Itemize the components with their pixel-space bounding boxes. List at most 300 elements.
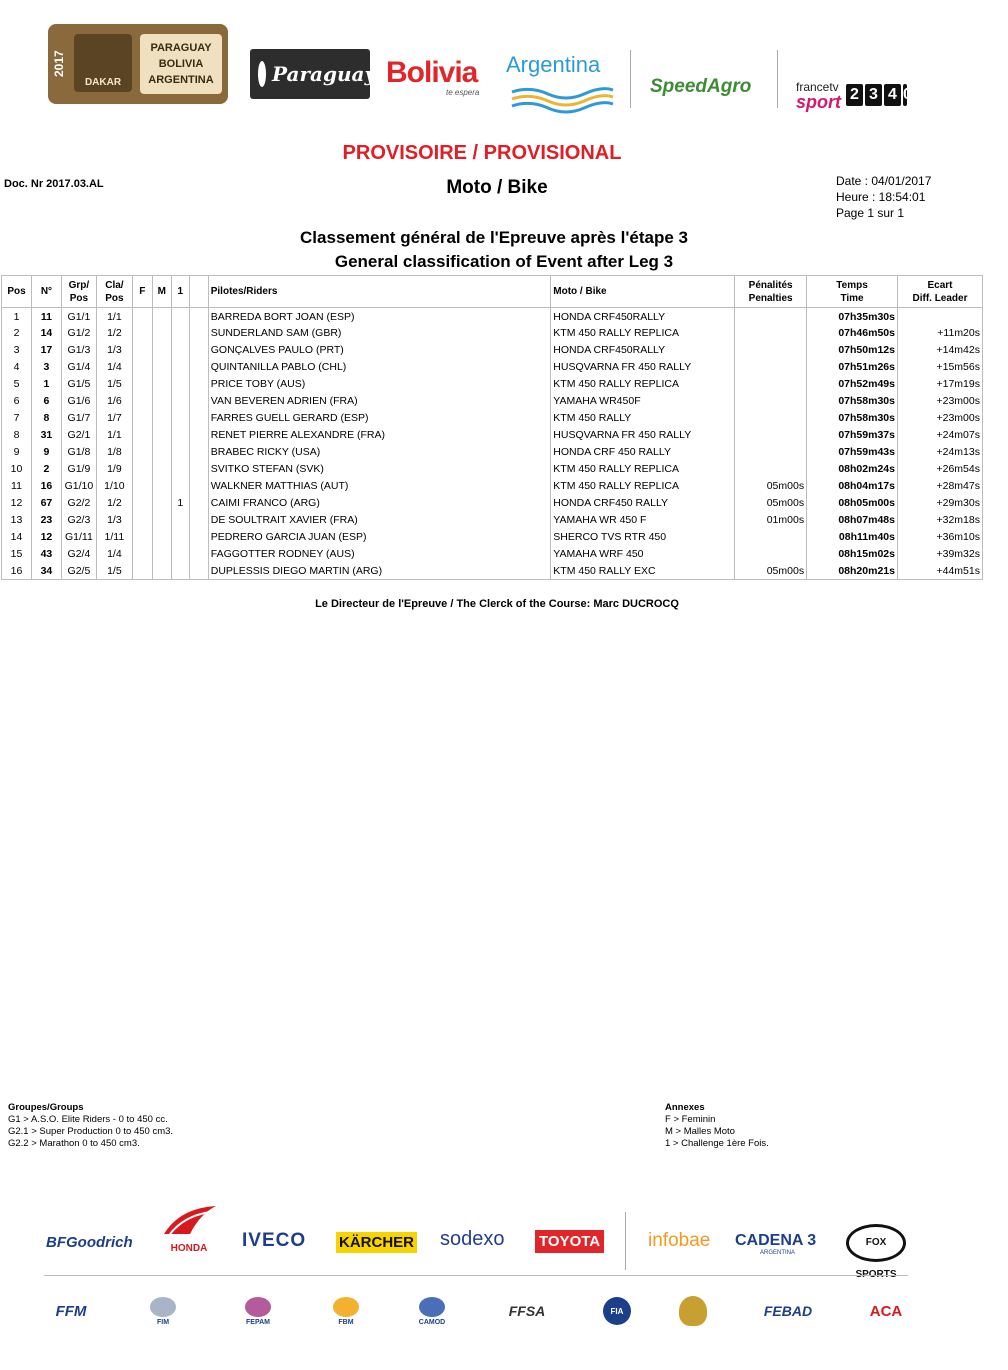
cell-bike: SHERCO TVS RTR 450: [551, 529, 735, 546]
cell-rider: SUNDERLAND SAM (GBR): [208, 325, 551, 342]
cell-malles-moto: [152, 529, 171, 546]
cell-feminin: [132, 308, 152, 325]
cell-penalty: [735, 359, 807, 376]
cell-malles-moto: [152, 444, 171, 461]
channel-number: 3: [865, 84, 882, 106]
paraguay-seal-icon: [258, 61, 266, 87]
document-number: Doc. Nr 2017.03.AL: [4, 178, 104, 190]
dakar-countries: PARAGUAY BOLIVIA ARGENTINA: [140, 34, 222, 94]
cell-feminin: [132, 393, 152, 410]
cell-number: 11: [31, 308, 61, 325]
cell-time: 07h35m30s: [807, 308, 898, 325]
cell-number: 2: [31, 461, 61, 478]
sponsor-separator: [44, 1275, 908, 1276]
cell-malles-moto: [152, 427, 171, 444]
cell-group-pos: G2/5: [61, 563, 96, 580]
cell-first-time: [171, 478, 189, 495]
aca-logo: ACA: [869, 1302, 903, 1320]
cell-rider: SVITKO STEFAN (SVK): [208, 461, 551, 478]
document-time: Heure : 18:54:01: [836, 190, 926, 204]
cell-class-pos: 1/7: [96, 410, 132, 427]
fim-logo: FIM: [143, 1296, 183, 1326]
cell-bike: KTM 450 RALLY: [551, 410, 735, 427]
cell-penalty: [735, 393, 807, 410]
cell-blank: [189, 478, 208, 495]
cell-group-pos: G1/7: [61, 410, 96, 427]
cell-group-pos: G1/3: [61, 342, 96, 359]
cell-rider: GONÇALVES PAULO (PRT): [208, 342, 551, 359]
cell-feminin: [132, 410, 152, 427]
febad-logo: FEBAD: [763, 1303, 813, 1319]
cell-penalty: [735, 546, 807, 563]
cell-feminin: [132, 563, 152, 580]
cell-rider: PEDRERO GARCIA JUAN (ESP): [208, 529, 551, 546]
cell-first-time: [171, 325, 189, 342]
header-feminin: F: [132, 276, 152, 308]
cell-malles-moto: [152, 478, 171, 495]
cell-penalty: [735, 410, 807, 427]
cell-number: 43: [31, 546, 61, 563]
table-row: [2, 546, 983, 563]
clerk-of-course-signature: Le Directeur de l'Epreuve / The Clerck of the Course: Marc DUCROCQ: [315, 598, 679, 610]
cell-feminin: [132, 444, 152, 461]
cell-pos: 12: [2, 495, 32, 512]
cell-gap: +44m51s: [897, 563, 982, 580]
sodexo-logo: sodexo: [440, 1228, 505, 1250]
cell-first-time: [171, 359, 189, 376]
cell-pos: 8: [2, 427, 32, 444]
annexes-legend-item: M > Malles Moto: [665, 1126, 735, 1137]
header-group-pos: Grp/ Pos: [61, 276, 96, 308]
cell-malles-moto: [152, 325, 171, 342]
cell-penalty: [735, 342, 807, 359]
camod-logo: CAMOD: [412, 1296, 452, 1326]
cell-blank: [189, 427, 208, 444]
cell-group-pos: G1/1: [61, 308, 96, 325]
cell-penalty: [735, 325, 807, 342]
cell-blank: [189, 546, 208, 563]
cell-time: 08h02m24s: [807, 461, 898, 478]
cell-class-pos: 1/6: [96, 393, 132, 410]
cell-group-pos: G1/4: [61, 359, 96, 376]
cell-pos: 13: [2, 512, 32, 529]
cell-blank: [189, 444, 208, 461]
cell-pos: 16: [2, 563, 32, 580]
cell-class-pos: 1/11: [96, 529, 132, 546]
cell-bike: KTM 450 RALLY EXC: [551, 563, 735, 580]
cell-bike: KTM 450 RALLY REPLICA: [551, 376, 735, 393]
cell-rider: FAGGOTTER RODNEY (AUS): [208, 546, 551, 563]
federation-crest-logo: [676, 1296, 710, 1326]
cell-bike: YAMAHA WR 450 F: [551, 512, 735, 529]
argentina-wave-icon: [510, 86, 615, 110]
cell-rider: PRICE TOBY (AUS): [208, 376, 551, 393]
cell-class-pos: 1/2: [96, 495, 132, 512]
cell-blank: [189, 410, 208, 427]
cell-penalty: 05m00s: [735, 563, 807, 580]
cell-group-pos: G2/2: [61, 495, 96, 512]
cell-penalty: [735, 529, 807, 546]
cell-first-time: [171, 512, 189, 529]
honda-wing-icon: [160, 1204, 218, 1238]
cell-pos: 5: [2, 376, 32, 393]
cell-group-pos: G1/5: [61, 376, 96, 393]
cell-blank: [189, 393, 208, 410]
cell-malles-moto: [152, 376, 171, 393]
cell-first-time: [171, 410, 189, 427]
cell-class-pos: 1/3: [96, 342, 132, 359]
cell-time: 07h59m37s: [807, 427, 898, 444]
cell-gap: +29m30s: [897, 495, 982, 512]
cell-first-time: 1: [171, 495, 189, 512]
bfgoodrich-logo: BFGoodrich: [46, 1234, 133, 1251]
cell-pos: 15: [2, 546, 32, 563]
cell-feminin: [132, 342, 152, 359]
cell-gap: +17m19s: [897, 376, 982, 393]
table-row: [2, 325, 983, 342]
annexes-legend-title: Annexes: [665, 1102, 705, 1113]
cell-feminin: [132, 376, 152, 393]
cell-penalty: 05m00s: [735, 495, 807, 512]
cell-gap: +26m54s: [897, 461, 982, 478]
cell-number: 67: [31, 495, 61, 512]
cell-bike: HONDA CRF450RALLY: [551, 308, 735, 325]
channel-number: 2: [846, 84, 863, 106]
cell-class-pos: 1/3: [96, 512, 132, 529]
cell-feminin: [132, 461, 152, 478]
fia-logo: FIA: [600, 1296, 634, 1326]
cell-malles-moto: [152, 563, 171, 580]
cell-time: 07h46m50s: [807, 325, 898, 342]
title-french: Classement général de l'Epreuve après l'étape 3: [300, 228, 688, 247]
cell-time: 08h20m21s: [807, 563, 898, 580]
fepam-logo: FEPAM: [238, 1296, 278, 1326]
cell-pos: 2: [2, 325, 32, 342]
cell-number: 1: [31, 376, 61, 393]
francetv-logo: francetv: [796, 80, 839, 94]
groups-legend-item: G2.2 > Marathon 0 to 450 cm3.: [8, 1138, 140, 1149]
annexes-legend-item: 1 > Challenge 1ère Fois.: [665, 1138, 769, 1149]
cell-blank: [189, 512, 208, 529]
cell-class-pos: 1/2: [96, 325, 132, 342]
cell-feminin: [132, 325, 152, 342]
cell-blank: [189, 359, 208, 376]
cell-first-time: [171, 546, 189, 563]
cell-first-time: [171, 461, 189, 478]
cell-class-pos: 1/8: [96, 444, 132, 461]
cell-group-pos: G1/9: [61, 461, 96, 478]
dakar-2017-logo: [48, 24, 228, 104]
groups-legend-item: G1 > A.S.O. Elite Riders - 0 to 450 cc.: [8, 1114, 168, 1125]
cell-blank: [189, 461, 208, 478]
bolivia-tagline: te espera: [446, 88, 480, 97]
cell-pos: 1: [2, 308, 32, 325]
header-pos: Pos: [2, 276, 32, 308]
cell-time: 07h50m12s: [807, 342, 898, 359]
cell-malles-moto: [152, 495, 171, 512]
cell-first-time: [171, 376, 189, 393]
cell-gap: +39m32s: [897, 546, 982, 563]
cell-first-time: [171, 342, 189, 359]
header-riders: Pilotes/Riders: [208, 276, 551, 308]
fbm-logo: FBM: [325, 1296, 367, 1326]
cell-malles-moto: [152, 546, 171, 563]
dakar-year: 2017: [52, 50, 66, 78]
cell-rider: DUPLESSIS DIEGO MARTIN (ARG): [208, 563, 551, 580]
channel-number: 0: [903, 84, 907, 106]
cell-group-pos: G1/8: [61, 444, 96, 461]
cell-pos: 10: [2, 461, 32, 478]
cell-number: 23: [31, 512, 61, 529]
cell-first-time: [171, 393, 189, 410]
cell-number: 14: [31, 325, 61, 342]
cell-bike: YAMAHA WRF 450: [551, 546, 735, 563]
cell-penalty: 01m00s: [735, 512, 807, 529]
cell-malles-moto: [152, 308, 171, 325]
annexes-legend: [665, 1102, 769, 1150]
table-row: [2, 444, 983, 461]
cell-gap: +24m13s: [897, 444, 982, 461]
cell-first-time: [171, 563, 189, 580]
karcher-logo: KÄRCHER: [336, 1232, 417, 1253]
fox-sports-logo: FOX: [846, 1224, 906, 1262]
cell-class-pos: 1/4: [96, 546, 132, 563]
channel-number: 4: [884, 84, 901, 106]
cell-gap: +32m18s: [897, 512, 982, 529]
toyota-logo: TOYOTA: [535, 1230, 604, 1253]
cell-class-pos: 1/1: [96, 308, 132, 325]
cell-blank: [189, 376, 208, 393]
cadena3-subtitle: ARGENTINA: [760, 1250, 796, 1256]
cell-rider: FARRES GUELL GERARD (ESP): [208, 410, 551, 427]
cell-pos: 3: [2, 342, 32, 359]
cell-group-pos: G1/11: [61, 529, 96, 546]
crest-icon: [679, 1296, 707, 1326]
header-number: N°: [31, 276, 61, 308]
cell-number: 9: [31, 444, 61, 461]
table-row: [2, 529, 983, 546]
header-penalties: Pénalités Penalties: [735, 276, 807, 308]
cell-penalty: [735, 308, 807, 325]
cell-gap: +15m56s: [897, 359, 982, 376]
infobae-logo: infobae: [648, 1230, 711, 1251]
cell-bike: HUSQVARNA FR 450 RALLY: [551, 427, 735, 444]
table-row: [2, 478, 983, 495]
cell-number: 16: [31, 478, 61, 495]
cell-rider: WALKNER MATTHIAS (AUT): [208, 478, 551, 495]
cell-penalty: [735, 461, 807, 478]
cell-bike: HUSQVARNA FR 450 RALLY: [551, 359, 735, 376]
dakar-brand: DAKAR: [74, 34, 132, 92]
speedagro-logo: SpeedAgro: [650, 76, 752, 97]
cell-pos: 11: [2, 478, 32, 495]
cell-rider: QUINTANILLA PABLO (CHL): [208, 359, 551, 376]
classification-table: [1, 275, 983, 580]
cell-class-pos: 1/5: [96, 376, 132, 393]
cell-penalty: [735, 444, 807, 461]
cell-blank: [189, 563, 208, 580]
cell-gap: +24m07s: [897, 427, 982, 444]
cell-bike: KTM 450 RALLY REPLICA: [551, 478, 735, 495]
cell-rider: BRABEC RICKY (USA): [208, 444, 551, 461]
ffm-logo: FFM: [55, 1302, 87, 1320]
table-row: [2, 342, 983, 359]
cell-blank: [189, 495, 208, 512]
cell-gap: +23m00s: [897, 393, 982, 410]
cell-malles-moto: [152, 512, 171, 529]
cell-rider: DE SOULTRAIT XAVIER (FRA): [208, 512, 551, 529]
document-date: Date : 04/01/2017: [836, 174, 932, 188]
cell-bike: KTM 450 RALLY REPLICA: [551, 325, 735, 342]
table-header-row: [2, 276, 983, 308]
provisional-status: PROVISOIRE / PROVISIONAL: [342, 142, 622, 164]
cell-feminin: [132, 495, 152, 512]
table-row: [2, 393, 983, 410]
table-row: [2, 495, 983, 512]
header-class-pos: Cla/ Pos: [96, 276, 132, 308]
table-row: [2, 308, 983, 325]
cell-gap: +36m10s: [897, 529, 982, 546]
document-page: Page 1 sur 1: [836, 206, 905, 220]
cell-bike: HONDA CRF450RALLY: [551, 342, 735, 359]
header-malles-moto: M: [152, 276, 171, 308]
cell-group-pos: G2/1: [61, 427, 96, 444]
cell-number: 3: [31, 359, 61, 376]
cell-number: 34: [31, 563, 61, 580]
cell-class-pos: 1/4: [96, 359, 132, 376]
cell-pos: 14: [2, 529, 32, 546]
cell-class-pos: 1/9: [96, 461, 132, 478]
header-bike: Moto / Bike: [551, 276, 735, 308]
cell-bike: YAMAHA WR450F: [551, 393, 735, 410]
cell-feminin: [132, 478, 152, 495]
cell-group-pos: G2/3: [61, 512, 96, 529]
cell-time: 07h58m30s: [807, 410, 898, 427]
document-meta: [836, 173, 931, 221]
cell-penalty: 05m00s: [735, 478, 807, 495]
bolivia-logo: Bolivia: [386, 56, 478, 89]
header-first-time: 1: [171, 276, 189, 308]
table-row: [2, 512, 983, 529]
francetv-sport-logo: sport: [796, 92, 841, 112]
cell-gap: +28m47s: [897, 478, 982, 495]
cell-blank: [189, 325, 208, 342]
cell-feminin: [132, 546, 152, 563]
cell-time: 07h59m43s: [807, 444, 898, 461]
cell-number: 12: [31, 529, 61, 546]
cell-class-pos: 1/10: [96, 478, 132, 495]
cell-gap: +11m20s: [897, 325, 982, 342]
cell-rider: VAN BEVEREN ADRIEN (FRA): [208, 393, 551, 410]
cell-number: 8: [31, 410, 61, 427]
table-row: [2, 563, 983, 580]
table-row: [2, 427, 983, 444]
cell-first-time: [171, 308, 189, 325]
cell-time: 08h11m40s: [807, 529, 898, 546]
cell-rider: BARREDA BORT JOAN (ESP): [208, 308, 551, 325]
cell-blank: [189, 529, 208, 546]
header-gap: Ecart Diff. Leader: [897, 276, 982, 308]
partner-logo-bar: [0, 18, 1000, 118]
table-row: [2, 461, 983, 478]
cell-malles-moto: [152, 461, 171, 478]
cell-penalty: [735, 427, 807, 444]
title-english: General classification of Event after Leg 3: [334, 252, 674, 271]
cell-penalty: [735, 376, 807, 393]
cell-rider: RENET PIERRE ALEXANDRE (FRA): [208, 427, 551, 444]
category-title: Moto / Bike: [446, 177, 548, 198]
logo-divider: [630, 50, 631, 108]
groups-legend: [8, 1102, 173, 1150]
groups-legend-item: G2.1 > Super Production 0 to 450 cm3.: [8, 1126, 174, 1137]
cell-group-pos: G1/6: [61, 393, 96, 410]
cell-pos: 9: [2, 444, 32, 461]
cell-pos: 4: [2, 359, 32, 376]
cell-group-pos: G1/2: [61, 325, 96, 342]
cell-malles-moto: [152, 393, 171, 410]
honda-logo: HONDA: [160, 1204, 218, 1252]
cell-malles-moto: [152, 342, 171, 359]
cell-number: 17: [31, 342, 61, 359]
cell-pos: 6: [2, 393, 32, 410]
iveco-logo: IVECO: [242, 1230, 307, 1251]
table-row: [2, 410, 983, 427]
cadena3-logo: CADENA 3: [735, 1232, 817, 1249]
cell-time: 08h07m48s: [807, 512, 898, 529]
cell-gap: +14m42s: [897, 342, 982, 359]
cell-feminin: [132, 359, 152, 376]
cell-pos: 7: [2, 410, 32, 427]
logo-divider: [777, 50, 778, 108]
cell-number: 6: [31, 393, 61, 410]
cell-bike: KTM 450 RALLY REPLICA: [551, 461, 735, 478]
cell-time: 07h58m30s: [807, 393, 898, 410]
cell-time: 07h51m26s: [807, 359, 898, 376]
cell-feminin: [132, 427, 152, 444]
cell-class-pos: 1/5: [96, 563, 132, 580]
cell-bike: HONDA CRF 450 RALLY: [551, 444, 735, 461]
cell-time: 08h15m02s: [807, 546, 898, 563]
cell-time: 08h05m00s: [807, 495, 898, 512]
header-blank: [189, 276, 208, 308]
argentina-logo: Argentina: [506, 52, 601, 77]
cell-feminin: [132, 512, 152, 529]
table-row: [2, 376, 983, 393]
groups-legend-title: Groupes/Groups: [8, 1102, 84, 1113]
cell-gap: +23m00s: [897, 410, 982, 427]
cell-blank: [189, 342, 208, 359]
cell-first-time: [171, 444, 189, 461]
cell-blank: [189, 308, 208, 325]
cell-first-time: [171, 529, 189, 546]
cell-feminin: [132, 529, 152, 546]
table-row: [2, 359, 983, 376]
cell-time: 07h52m49s: [807, 376, 898, 393]
cell-group-pos: G1/10: [61, 478, 96, 495]
cell-gap: [897, 308, 982, 325]
cell-time: 08h04m17s: [807, 478, 898, 495]
paraguay-logo: Paraguay: [250, 49, 370, 99]
ffsa-logo: FFSA: [508, 1303, 546, 1319]
cell-malles-moto: [152, 359, 171, 376]
cell-malles-moto: [152, 410, 171, 427]
cell-number: 31: [31, 427, 61, 444]
cell-bike: HONDA CRF450 RALLY: [551, 495, 735, 512]
sponsor-divider: [625, 1212, 626, 1270]
cell-class-pos: 1/1: [96, 427, 132, 444]
cell-group-pos: G2/4: [61, 546, 96, 563]
cell-rider: CAIMI FRANCO (ARG): [208, 495, 551, 512]
